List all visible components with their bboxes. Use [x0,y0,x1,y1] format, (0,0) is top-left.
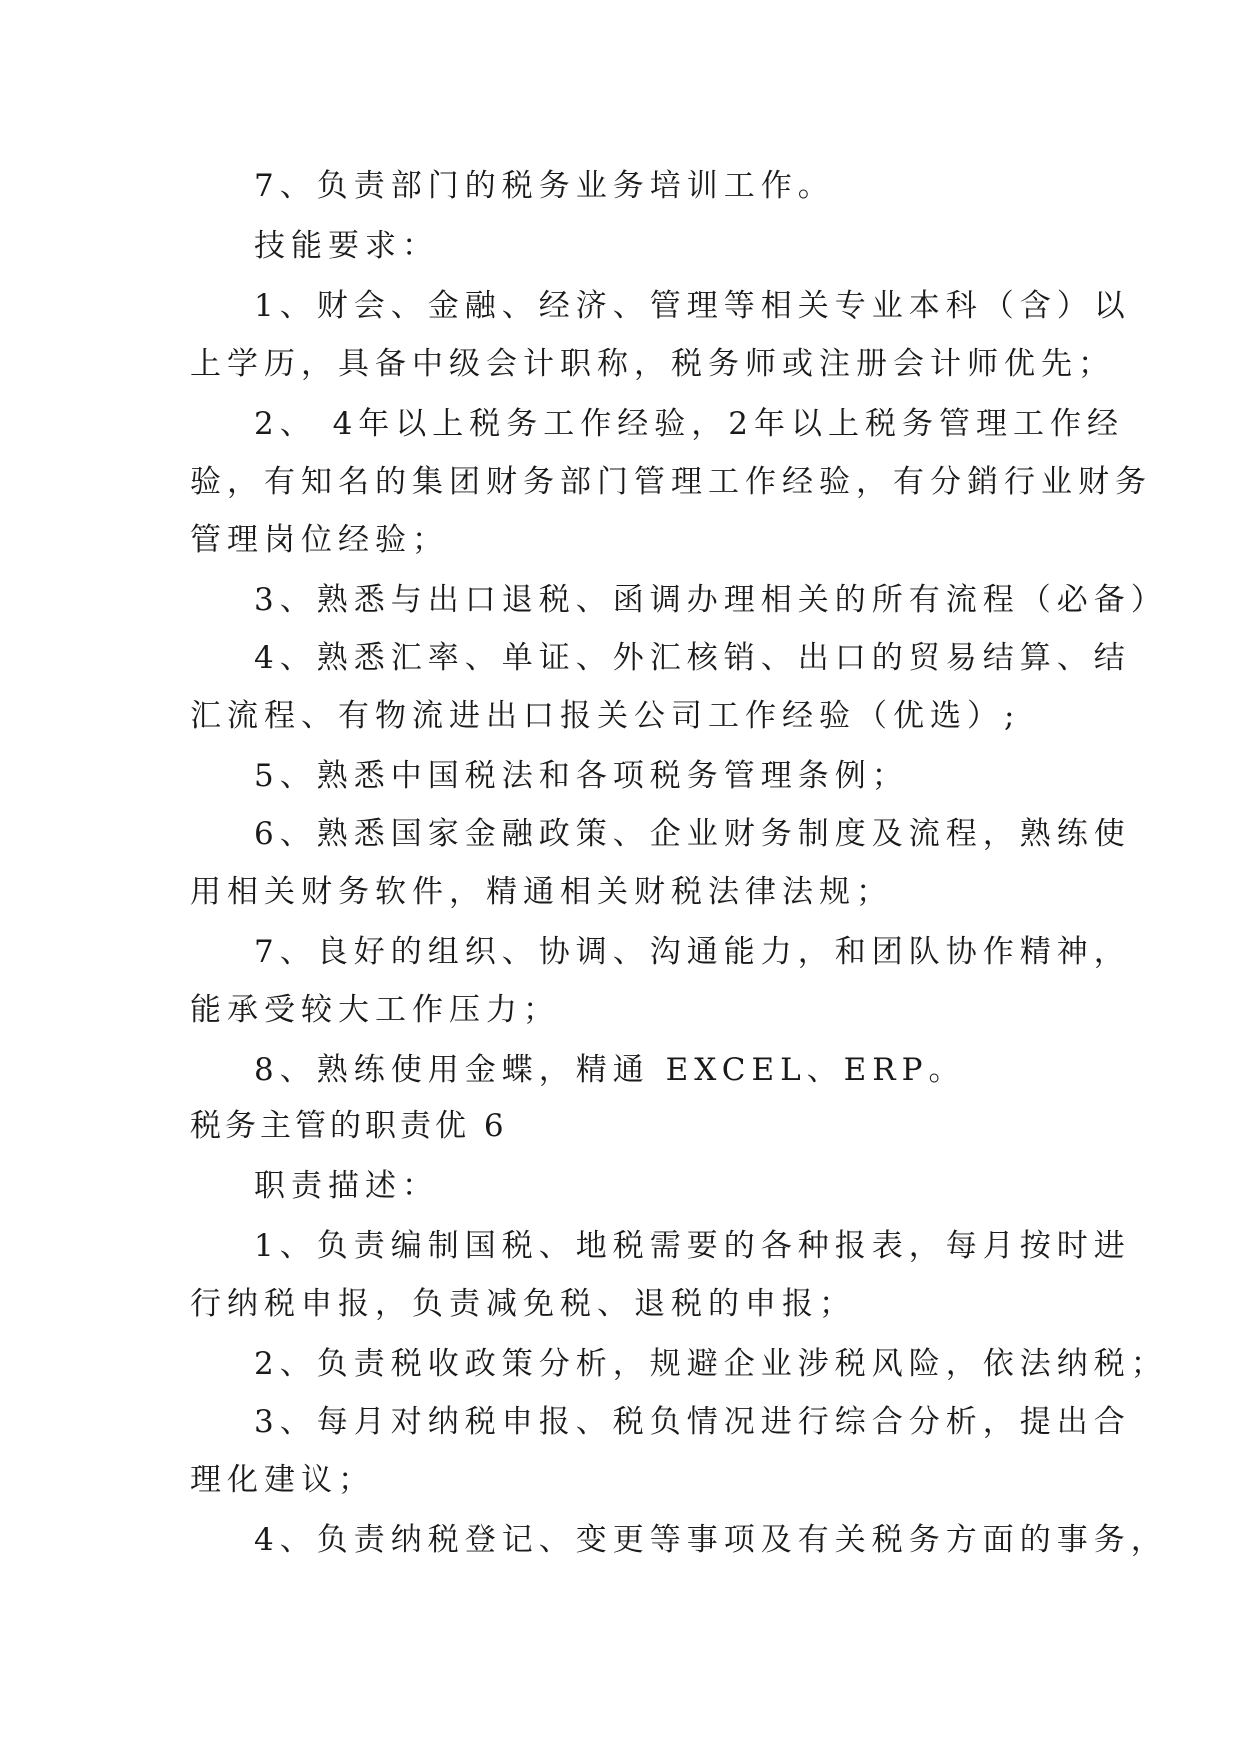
skill-item-2-line-2: 验，有知名的集团财务部门管理工作经验，有分銷行业财务 [190,464,1152,500]
duty-item-4-line-1: 4、负责纳税登记、变更等事项及有关税务方面的事务， [254,1522,1168,1558]
skill-item-6-line-1: 6、熟悉国家金融政策、企业财务制度及流程，熟练使 [254,816,1131,852]
skill-item-5: 5、熟悉中国税法和各项税务管理条例； [254,758,909,794]
duty-item-1-line-2: 行纳税申报，负责减免税、退税的申报； [190,1286,856,1322]
skill-item-1-line-2: 上学历，具备中级会计职称，税务师或注册会计师优先； [190,346,1115,382]
duty-item-3-line-1: 3、每月对纳税申报、税负情况进行综合分析，提出合 [254,1404,1131,1440]
skill-item-7-line-1: 7、良好的组织、协调、沟通能力，和团队协作精神， [254,934,1131,970]
section-heading: 税务主管的职责优 6 [190,1108,508,1144]
skill-item-4-line-2: 汇流程、有物流进出口报关公司工作经验（优选）; [190,698,1021,734]
skill-item-2-line-3: 管理岗位经验； [190,522,449,558]
duty-item-7: 7、负责部门的税务业务培训工作。 [254,168,835,204]
duty-item-3-line-2: 理化建议； [190,1462,375,1498]
skill-item-6-line-2: 用相关财务软件，精通相关财税法律法规； [190,874,893,910]
skill-item-7-line-2: 能承受较大工作压力； [190,992,560,1028]
duty-item-1-line-1: 1、负责编制国税、地税需要的各种报表，每月按时进 [254,1228,1131,1264]
skill-item-4-line-1: 4、熟悉汇率、单证、外汇核销、出口的贸易结算、结 [254,640,1131,676]
skill-item-2-line-1: 2、 4年以上税务工作经验，2年以上税务管理工作经 [254,406,1125,442]
skill-item-3: 3、熟悉与出口退税、函调办理相关的所有流程（必备） [254,582,1168,618]
skill-item-1-line-1: 1、财会、金融、经济、管理等相关专业本科（含）以 [254,288,1131,324]
duties-heading: 职责描述： [254,1168,439,1204]
duty-item-2: 2、负责税收政策分析，规避企业涉税风险，依法纳税； [254,1346,1168,1382]
skill-item-8: 8、熟练使用金蝶，精通 EXCEL、ERP。 [254,1052,966,1088]
skills-heading: 技能要求： [254,228,439,264]
